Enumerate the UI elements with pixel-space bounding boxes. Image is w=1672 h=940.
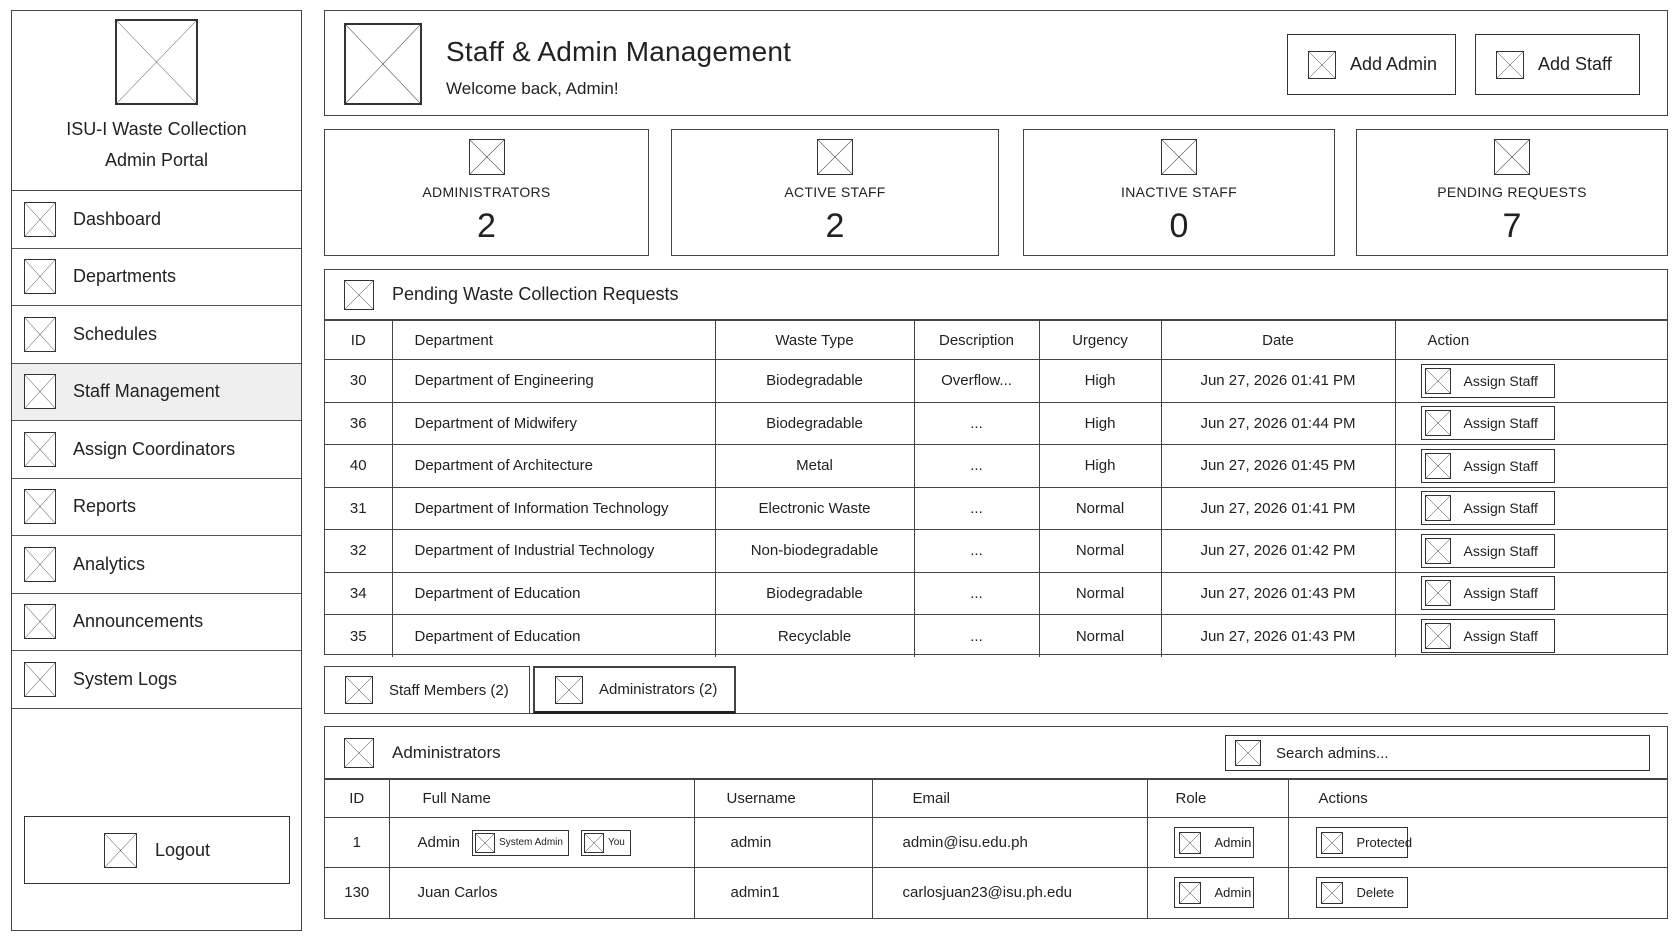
request-description: Overflow... (914, 360, 1039, 403)
sidebar-item-analytics[interactable] (12, 536, 301, 594)
portal-logo-icon (115, 19, 198, 105)
assign-staff-label: Assign Staff (1463, 500, 1538, 517)
admin-full-name: Juan Carlos (417, 884, 498, 902)
table-row (325, 615, 1667, 658)
inactive-staff-icon (1161, 139, 1197, 175)
header-logo-icon (344, 23, 422, 105)
admin-actions-cell (1288, 818, 1667, 868)
brand (12, 11, 301, 191)
request-urgency: Normal (1039, 572, 1161, 615)
column-header: Department (392, 321, 715, 360)
request-action-cell (1395, 402, 1667, 445)
request-id: 36 (325, 402, 392, 445)
add-staff-label: Add Staff (1538, 54, 1612, 74)
column-header: Username (694, 780, 872, 818)
request-action-cell (1395, 360, 1667, 403)
table-row (325, 360, 1667, 403)
staff-management-icon (24, 374, 56, 409)
page-title: Staff & Admin Management (446, 36, 792, 67)
assign-staff-icon (1425, 623, 1451, 649)
assign-staff-button[interactable] (1421, 576, 1555, 610)
request-waste-type: Recyclable (715, 615, 914, 658)
welcome-message: Welcome back, Admin! (446, 79, 619, 98)
badge-label: System Admin (499, 837, 563, 848)
table-row (325, 818, 1667, 868)
assign-staff-label: Assign Staff (1463, 628, 1538, 644)
sidebar-item-label: Dashboard (73, 208, 162, 229)
badge-icon (584, 833, 604, 853)
role-button[interactable] (1174, 827, 1254, 858)
admin-username: admin (694, 818, 872, 868)
request-urgency: Normal (1039, 530, 1161, 573)
sidebar-item-label: Staff Management (73, 381, 220, 402)
departments-icon (24, 259, 56, 294)
request-department: Department of Engineering (392, 360, 715, 403)
request-date: Jun 27, 2026 01:42 PM (1161, 530, 1395, 573)
request-id: 31 (325, 487, 392, 530)
staff-members-icon (345, 676, 373, 704)
assign-staff-button[interactable] (1421, 449, 1555, 483)
logout-button[interactable] (24, 816, 290, 884)
stat-label: PENDING REQUESTS (1437, 184, 1587, 200)
tab-label: Staff Members (2) (389, 681, 509, 699)
column-header: Actions (1288, 780, 1667, 818)
table-row (325, 530, 1667, 573)
administrators-panel-icon (344, 738, 374, 768)
announcements-icon (24, 604, 56, 639)
search-input[interactable] (1225, 735, 1650, 771)
panel-header (325, 270, 1667, 320)
stat-value: 2 (825, 207, 845, 245)
request-action-cell (1395, 572, 1667, 615)
requests-icon (344, 280, 374, 310)
admin-actions-cell (1288, 868, 1667, 918)
role-label: Admin (1214, 835, 1252, 850)
request-urgency: High (1039, 360, 1161, 403)
stat-card-active-staff (671, 129, 999, 256)
request-description: ... (914, 402, 1039, 445)
assign-staff-label: Assign Staff (1463, 415, 1538, 432)
assign-staff-label: Assign Staff (1463, 542, 1538, 559)
role-button[interactable] (1174, 877, 1254, 908)
stat-label: INACTIVE STAFF (1121, 184, 1237, 200)
protected-button[interactable] (1316, 827, 1413, 858)
table-header-row (325, 321, 1667, 360)
stat-card-administrators (324, 129, 649, 256)
request-department: Department of Education (392, 615, 715, 658)
tab-staff-members[interactable] (324, 666, 530, 713)
add-admin-button[interactable] (1287, 34, 1456, 95)
request-date: Jun 27, 2026 01:43 PM (1161, 572, 1395, 615)
request-description: ... (914, 572, 1039, 615)
add-admin-label: Add Admin (1350, 54, 1438, 74)
sidebar-item-schedules[interactable] (12, 306, 301, 364)
logout-icon (104, 833, 137, 868)
sidebar-item-label: System Logs (73, 668, 178, 689)
request-date: Jun 27, 2026 01:41 PM (1161, 360, 1395, 403)
search-placeholder: Search admins... (1276, 744, 1389, 762)
table-header-row (325, 780, 1667, 818)
stat-label: ACTIVE STAFF (784, 184, 886, 200)
administrators-table (325, 779, 1667, 918)
search-icon (1235, 740, 1261, 766)
admin-email: admin@isu.edu.ph (872, 818, 1147, 868)
delete-button[interactable] (1316, 877, 1408, 908)
system-logs-icon (24, 662, 56, 697)
request-waste-type: Biodegradable (715, 360, 914, 403)
sidebar-item-staff-management[interactable] (12, 364, 301, 422)
user-badge (581, 830, 631, 856)
administrators-icon (469, 139, 505, 175)
stat-label: ADMINISTRATORS (422, 184, 551, 200)
assign-staff-icon (1425, 495, 1451, 521)
assign-staff-icon (1425, 580, 1451, 606)
table-row (325, 572, 1667, 615)
analytics-icon (24, 547, 56, 582)
page-header (324, 10, 1668, 116)
request-action-cell (1395, 530, 1667, 573)
column-header: Urgency (1039, 321, 1161, 360)
assign-coordinators-icon (24, 432, 56, 467)
role-icon (1179, 882, 1201, 904)
sidebar-item-label: Announcements (73, 611, 204, 632)
logout-label: Logout (154, 839, 211, 860)
tab-bar (324, 666, 1668, 714)
schedules-icon (24, 317, 56, 352)
stat-value: 2 (477, 207, 496, 245)
request-description: ... (914, 615, 1039, 658)
brand-name: ISU-I Waste Collection (66, 119, 247, 139)
admin-id: 130 (325, 868, 389, 918)
protected-icon (1321, 832, 1343, 854)
assign-staff-icon (1425, 368, 1451, 394)
request-waste-type: Non-biodegradable (715, 530, 914, 573)
request-id: 30 (325, 360, 392, 403)
request-description: ... (914, 445, 1039, 488)
sidebar-item-label: Departments (73, 266, 177, 287)
table-row (325, 402, 1667, 445)
stat-card-inactive-staff (1023, 129, 1335, 256)
request-department: Department of Education (392, 572, 715, 615)
request-urgency: High (1039, 402, 1161, 445)
admin-email: carlosjuan23@isu.ph.edu (872, 868, 1147, 918)
tab-administrators[interactable] (533, 666, 736, 714)
tab-label: Administrators (2) (599, 681, 718, 698)
panel-title: Administrators (392, 742, 501, 762)
add-admin-icon (1308, 51, 1336, 79)
column-header: Date (1161, 321, 1395, 360)
table-row (325, 445, 1667, 488)
request-id: 32 (325, 530, 392, 573)
assign-staff-button[interactable] (1421, 406, 1555, 440)
stat-card-pending-requests (1356, 129, 1668, 256)
request-date: Jun 27, 2026 01:41 PM (1161, 487, 1395, 530)
admin-name-cell (389, 868, 694, 918)
table-row (325, 868, 1667, 918)
request-id: 40 (325, 445, 392, 488)
sidebar-item-announcements[interactable] (12, 594, 301, 652)
panel-title: Pending Waste Collection Requests (392, 284, 679, 304)
request-date: Jun 27, 2026 01:45 PM (1161, 445, 1395, 488)
assign-staff-icon (1425, 410, 1451, 436)
assign-staff-button[interactable] (1421, 364, 1555, 398)
admin-full-name: Admin (417, 833, 461, 851)
request-department: Department of Midwifery (392, 402, 715, 445)
action-label: Protected (1356, 835, 1413, 850)
sidebar-item-departments[interactable] (12, 249, 301, 307)
column-header: Email (872, 780, 1147, 818)
request-waste-type: Electronic Waste (715, 487, 914, 530)
add-staff-button[interactable] (1475, 34, 1640, 95)
request-waste-type: Biodegradable (715, 402, 914, 445)
badge-label: You (607, 837, 625, 848)
request-urgency: Normal (1039, 487, 1161, 530)
admin-name-cell (389, 818, 694, 868)
admin-username: admin1 (694, 868, 872, 918)
active-staff-icon (817, 139, 853, 175)
request-action-cell (1395, 445, 1667, 488)
sidebar-item-label: Analytics (73, 553, 146, 574)
administrators-panel (324, 726, 1668, 919)
requests-table (325, 320, 1667, 657)
request-department: Department of Information Technology (392, 487, 715, 530)
request-action-cell (1395, 487, 1667, 530)
assign-staff-label: Assign Staff (1463, 457, 1538, 474)
sidebar-item-label: Assign Coordinators (73, 438, 236, 459)
request-date: Jun 27, 2026 01:44 PM (1161, 402, 1395, 445)
pending-requests-icon (1494, 139, 1530, 175)
column-header: ID (325, 321, 392, 360)
request-date: Jun 27, 2026 01:43 PM (1161, 615, 1395, 658)
column-header: Waste Type (715, 321, 914, 360)
role-label: Admin (1214, 885, 1252, 901)
role-icon (1179, 832, 1201, 854)
sidebar-item-label: Reports (73, 496, 137, 517)
assign-staff-icon (1425, 538, 1451, 564)
assign-staff-button[interactable] (1421, 491, 1555, 525)
request-id: 34 (325, 572, 392, 615)
assign-staff-button[interactable] (1421, 534, 1555, 568)
column-header: Role (1147, 780, 1288, 818)
request-waste-type: Metal (715, 445, 914, 488)
admin-role-cell (1147, 818, 1288, 868)
sidebar-item-system-logs[interactable] (12, 651, 301, 709)
sidebar (11, 10, 302, 931)
request-action-cell (1395, 615, 1667, 658)
delete-icon (1321, 882, 1343, 904)
request-urgency: Normal (1039, 615, 1161, 658)
sidebar-item-label: Schedules (73, 323, 158, 344)
stat-value: 7 (1502, 207, 1522, 245)
assign-staff-icon (1425, 453, 1451, 479)
assign-staff-button[interactable] (1421, 619, 1555, 653)
assign-staff-label: Assign Staff (1463, 372, 1538, 389)
stat-value: 0 (1169, 207, 1189, 245)
table-row (325, 487, 1667, 530)
request-department: Department of Architecture (392, 445, 715, 488)
assign-staff-label: Assign Staff (1463, 585, 1538, 602)
column-header: Action (1395, 321, 1667, 360)
sidebar-item-assign-coordinators[interactable] (12, 421, 301, 479)
admin-id: 1 (325, 818, 389, 868)
user-badge (472, 830, 569, 856)
dashboard-icon (24, 202, 56, 237)
request-urgency: High (1039, 445, 1161, 488)
request-id: 35 (325, 615, 392, 658)
request-description: ... (914, 530, 1039, 573)
request-waste-type: Biodegradable (715, 572, 914, 615)
badge-icon (475, 833, 495, 853)
column-header: ID (325, 780, 389, 818)
reports-icon (24, 489, 56, 524)
sidebar-item-dashboard[interactable] (12, 191, 301, 249)
request-description: ... (914, 487, 1039, 530)
column-header: Full Name (389, 780, 694, 818)
sidebar-item-reports[interactable] (12, 479, 301, 537)
pending-requests-panel (324, 269, 1668, 655)
action-label: Delete (1356, 885, 1395, 901)
administrators-tab-icon (555, 676, 583, 704)
brand-subtitle: Admin Portal (104, 150, 209, 170)
admin-role-cell (1147, 868, 1288, 918)
request-department: Department of Industrial Technology (392, 530, 715, 573)
column-header: Description (914, 321, 1039, 360)
add-staff-icon (1496, 51, 1524, 79)
